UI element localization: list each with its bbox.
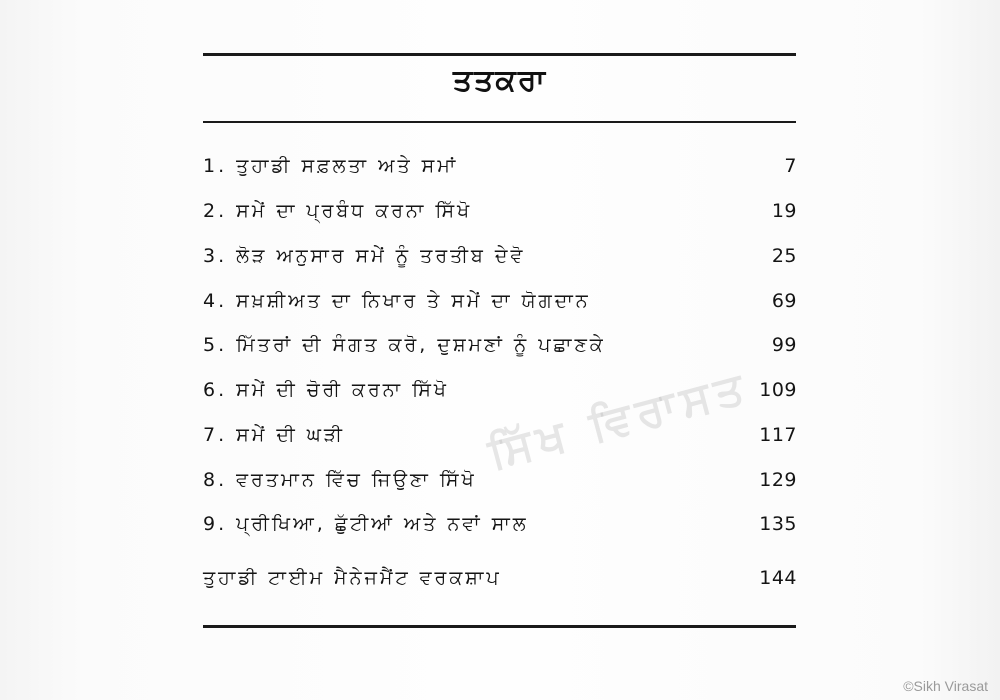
toc-entry-title: ਤੁਹਾਡੀ ਟਾਈਮ ਮੈਨੇਜਮੈਂਟ ਵਰਕਸ਼ਾਪ [203,567,502,589]
toc-entry-page: 129 [759,469,797,491]
toc-entry-6 [203,370,797,410]
toc-entry-2 [203,191,797,231]
toc-entry-9 [203,504,797,544]
toc-entry-title: 3. ਲੋੜ ਅਨੁਸਾਰ ਸਮੇਂ ਨੂੰ ਤਰਤੀਬ ਦੇਵੋ [203,245,526,267]
toc-entry-page: 144 [759,567,797,589]
toc-entry-title: 5. ਮਿੱਤਰਾਂ ਦੀ ਸੰਗਤ ਕਰੋ, ਦੁਸ਼ਮਣਾਂ ਨੂੰ ਪਛਾਣਕੇ [203,334,606,356]
toc-entry-page: 135 [759,513,797,535]
copyright-notice: ©Sikh Virasat [903,678,988,694]
toc-entry-page: 7 [784,155,797,177]
toc-entry-title: 6. ਸਮੇਂ ਦੀ ਚੋਰੀ ਕਰਨਾ ਸਿੱਖੋ [203,379,449,401]
bottom-rule [203,625,796,628]
toc-entry-title: 9. ਪ੍ਰੀਖਿਆ, ਛੁੱਟੀਆਂ ਅਤੇ ਨਵਾਂ ਸਾਲ [203,513,529,535]
toc-entry-title: 2. ਸਮੇਂ ਦਾ ਪ੍ਰਬੰਧ ਕਰਨਾ ਸਿੱਖੋ [203,200,473,222]
watermark: ਸਿੱਖ ਵਿਰਾਸਤ [482,361,755,480]
toc-entry-7 [203,415,797,455]
toc-entry-title: 7. ਸਮੇਂ ਦੀ ਘੜੀ [203,424,345,446]
toc-entry-page: 69 [771,290,797,312]
top-rule [203,53,796,56]
toc-entry-5 [203,325,797,365]
page-title: ਤਤਕਰਾ [452,63,548,98]
toc-appendix-entry [203,558,797,598]
toc-entry-title: 8. ਵਰਤਮਾਨ ਵਿੱਚ ਜਿਉਣਾ ਸਿੱਖੋ [203,469,477,491]
toc-entry-page: 25 [771,245,797,267]
toc-entry-page: 99 [771,334,797,356]
toc-entry-title: 4. ਸਖ਼ਸ਼ੀਅਤ ਦਾ ਨਿਖਾਰ ਤੇ ਸਮੇਂ ਦਾ ਯੋਗਦਾਨ [203,290,591,312]
toc-entry-page: 117 [759,424,797,446]
toc-entry-page: 109 [759,379,797,401]
toc-entry-title: 1. ਤੁਹਾਡੀ ਸਫ਼ਲਤਾ ਅਤੇ ਸਮਾਂ [203,155,459,177]
toc-entry-1 [203,146,797,186]
toc-entry-8 [203,460,797,500]
toc-entry-4 [203,281,797,321]
toc-entry-3 [203,236,797,276]
toc-entry-page: 19 [771,200,797,222]
title-underline [203,121,796,123]
